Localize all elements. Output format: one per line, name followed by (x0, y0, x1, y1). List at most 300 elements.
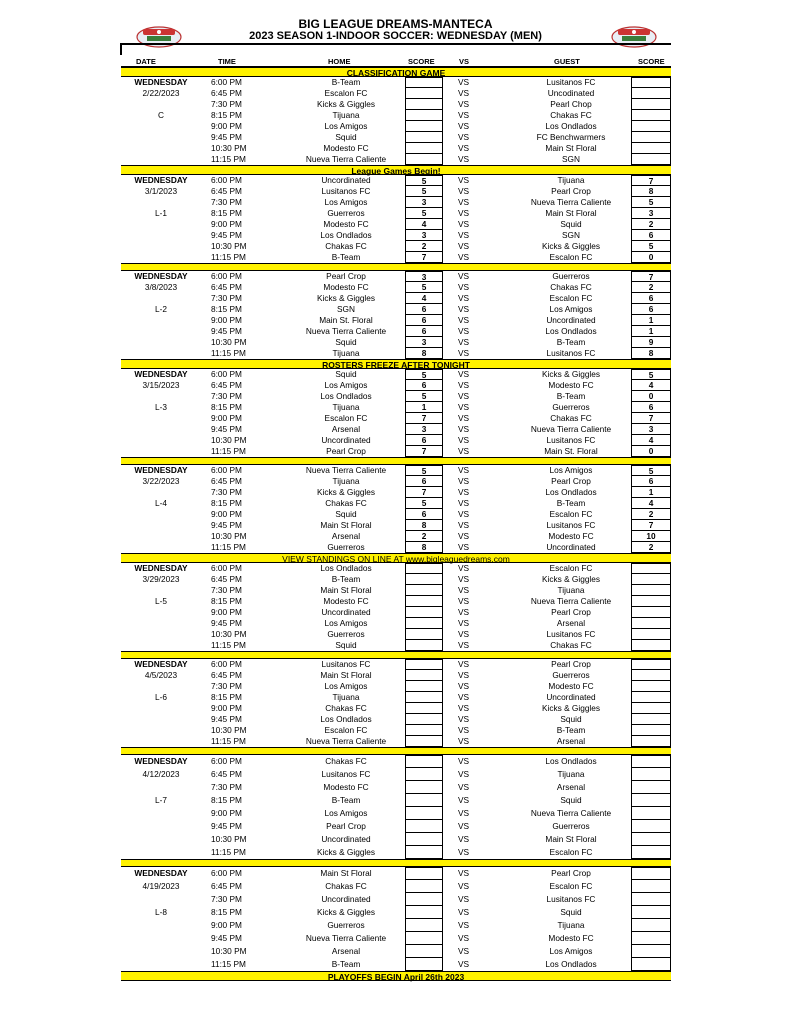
guest-team: Uncordinated (546, 542, 596, 552)
game-date: L-6 (155, 692, 167, 702)
col-guest: GUEST (554, 57, 580, 66)
home-team: Guerreros (327, 920, 365, 930)
vs-label: VS (458, 197, 470, 207)
game-row (121, 607, 671, 618)
guest-score (631, 585, 671, 596)
game-date: 2/22/2023 (142, 88, 180, 98)
vs-label: VS (458, 907, 470, 917)
game-time: 6:45 PM (211, 476, 242, 486)
home-team: Main St Floral (320, 585, 372, 595)
guest-score (631, 618, 671, 629)
game-time: 9:00 PM (211, 413, 242, 423)
guest-team: Pearl Chop (550, 99, 592, 109)
vs-label: VS (458, 154, 470, 164)
guest-team: Modesto FC (548, 681, 594, 691)
game-time: 11:15 PM (211, 959, 246, 969)
game-date: L-1 (155, 208, 167, 218)
guest-score: 2 (631, 219, 671, 230)
vs-label: VS (458, 402, 470, 412)
home-score: 3 (405, 230, 443, 241)
game-date: 3/22/2023 (142, 476, 180, 486)
game-time: 7:30 PM (211, 391, 242, 401)
home-team: Chakas FC (325, 756, 367, 766)
home-score: 5 (405, 369, 443, 380)
game-date: L-8 (155, 907, 167, 917)
game-row (121, 230, 671, 241)
vs-label: VS (458, 736, 470, 746)
home-score: 7 (405, 487, 443, 498)
guest-score (631, 143, 671, 154)
guest-team: Uncordinated (546, 692, 596, 702)
game-time: 6:00 PM (211, 369, 242, 379)
game-date: WEDNESDAY (134, 369, 188, 379)
guest-score: 7 (631, 413, 671, 424)
game-row (121, 121, 671, 132)
col-guest-score: SCORE (638, 57, 665, 66)
home-score (405, 88, 443, 99)
game-date: 3/29/2023 (142, 574, 180, 584)
home-team: Kicks & Giggles (316, 487, 376, 497)
guest-score (631, 99, 671, 110)
game-time: 7:30 PM (211, 487, 242, 497)
game-time: 9:00 PM (211, 509, 242, 519)
game-time: 7:30 PM (211, 293, 242, 303)
game-row (121, 465, 671, 476)
home-score: 8 (405, 542, 443, 553)
guest-score (631, 958, 671, 971)
home-team: B-Team (331, 959, 361, 969)
game-time: 6:45 PM (211, 670, 242, 680)
guest-score (631, 670, 671, 681)
home-score (405, 77, 443, 88)
home-team: Squid (335, 369, 357, 379)
home-score: 6 (405, 476, 443, 487)
guest-team: Main St. Floral (544, 446, 598, 456)
guest-score (631, 945, 671, 958)
vs-label: VS (458, 348, 470, 358)
guest-score: 4 (631, 498, 671, 509)
guest-score (631, 88, 671, 99)
home-score: 6 (405, 315, 443, 326)
vs-label: VS (458, 618, 470, 628)
game-time: 9:45 PM (211, 230, 242, 240)
home-team: Pearl Crop (326, 446, 366, 456)
guest-score (631, 574, 671, 585)
guest-team: Guerreros (552, 271, 590, 281)
vs-label: VS (458, 110, 470, 120)
guest-score (631, 893, 671, 906)
home-team: Kicks & Giggles (316, 99, 376, 109)
guest-score (631, 919, 671, 932)
home-score: 7 (405, 446, 443, 457)
guest-team: Arsenal (556, 736, 586, 746)
game-row (121, 413, 671, 424)
game-time: 10:30 PM (211, 725, 247, 735)
game-row (121, 282, 671, 293)
home-score (405, 846, 443, 859)
game-row (121, 867, 671, 880)
guest-team: Pearl Crop (551, 659, 591, 669)
game-time: 6:45 PM (211, 574, 242, 584)
guest-score: 6 (631, 293, 671, 304)
guest-score: 5 (631, 241, 671, 252)
home-score: 3 (405, 197, 443, 208)
guest-team: Arsenal (556, 782, 586, 792)
game-row (121, 369, 671, 380)
game-time: 11:15 PM (211, 542, 246, 552)
guest-team: Uncordinated (546, 315, 596, 325)
home-team: Squid (335, 509, 357, 519)
home-team: Nueva Tierra Caliente (305, 465, 387, 475)
home-team: B-Team (331, 574, 361, 584)
home-team: Tijuana (332, 110, 360, 120)
guest-score (631, 846, 671, 859)
game-row (121, 714, 671, 725)
home-team: Chakas FC (325, 881, 367, 891)
guest-team: Modesto FC (548, 531, 594, 541)
game-time: 9:00 PM (211, 808, 242, 818)
vs-label: VS (458, 413, 470, 423)
home-score (405, 820, 443, 833)
game-row (121, 380, 671, 391)
game-row (121, 315, 671, 326)
home-team: Los Amigos (324, 197, 368, 207)
home-team: Modesto FC (323, 596, 369, 606)
guest-team: Pearl Crop (551, 186, 591, 196)
game-row (121, 424, 671, 435)
guest-score: 9 (631, 337, 671, 348)
guest-team: Lusitanos FC (546, 629, 596, 639)
game-time: 11:15 PM (211, 252, 246, 262)
home-team: Lusitanos FC (321, 769, 371, 779)
home-team: Nueva Tierra Caliente (305, 933, 387, 943)
home-score (405, 958, 443, 971)
guest-team: B-Team (556, 498, 586, 508)
game-time: 7:30 PM (211, 681, 242, 691)
guest-team: Escalon FC (549, 563, 593, 573)
vs-label: VS (458, 424, 470, 434)
home-team: Uncordinated (321, 894, 371, 904)
guest-score (631, 794, 671, 807)
home-team: Escalon FC (324, 88, 368, 98)
game-row (121, 348, 671, 359)
home-score (405, 867, 443, 880)
game-time: 9:45 PM (211, 714, 242, 724)
guest-team: Nueva Tierra Caliente (530, 424, 612, 434)
vs-label: VS (458, 585, 470, 595)
game-row (121, 768, 671, 781)
guest-score: 0 (631, 391, 671, 402)
vs-label: VS (458, 293, 470, 303)
guest-score: 5 (631, 465, 671, 476)
game-row (121, 88, 671, 99)
home-score (405, 945, 443, 958)
vs-label: VS (458, 121, 470, 131)
guest-score (631, 692, 671, 703)
game-time: 8:15 PM (211, 110, 242, 120)
game-date: 4/5/2023 (144, 670, 178, 680)
game-time: 6:00 PM (211, 659, 242, 669)
game-row (121, 520, 671, 531)
vs-label: VS (458, 670, 470, 680)
page-subtitle: 2023 SEASON 1-INDOOR SOCCER: WEDNESDAY (MEN) (249, 30, 542, 42)
guest-score: 1 (631, 315, 671, 326)
game-time: 10:30 PM (211, 337, 247, 347)
guest-team: Los Ondlados (545, 121, 597, 131)
guest-score: 6 (631, 476, 671, 487)
guest-team: B-Team (556, 391, 586, 401)
vs-label: VS (458, 808, 470, 818)
guest-team: Pearl Crop (551, 476, 591, 486)
game-date: WEDNESDAY (134, 868, 188, 878)
vs-label: VS (458, 380, 470, 390)
vs-label: VS (458, 574, 470, 584)
game-time: 7:30 PM (211, 585, 242, 595)
guest-score (631, 807, 671, 820)
vs-label: VS (458, 219, 470, 229)
game-row (121, 509, 671, 520)
game-row (121, 186, 671, 197)
game-time: 9:45 PM (211, 933, 242, 943)
game-row (121, 563, 671, 574)
home-score (405, 110, 443, 121)
guest-score: 3 (631, 424, 671, 435)
guest-score: 6 (631, 304, 671, 315)
guest-team: Tijuana (557, 175, 585, 185)
home-score: 6 (405, 326, 443, 337)
guest-team: Escalon FC (549, 509, 593, 519)
guest-team: Kicks & Giggles (541, 241, 601, 251)
game-time: 6:00 PM (211, 271, 242, 281)
vs-label: VS (458, 252, 470, 262)
guest-team: FC Benchwarmers (536, 132, 606, 142)
game-time: 10:30 PM (211, 834, 247, 844)
game-time: 10:30 PM (211, 241, 247, 251)
vs-label: VS (458, 271, 470, 281)
column-headers (121, 57, 671, 67)
home-score: 5 (405, 175, 443, 186)
game-row (121, 175, 671, 186)
home-score: 6 (405, 435, 443, 446)
home-team: B-Team (331, 795, 361, 805)
vs-label: VS (458, 391, 470, 401)
guest-team: Lusitanos FC (546, 435, 596, 445)
home-score (405, 121, 443, 132)
guest-team: Los Amigos (549, 465, 593, 475)
vs-label: VS (458, 692, 470, 702)
game-date: L-3 (155, 402, 167, 412)
guest-score: 1 (631, 326, 671, 337)
week-banner (121, 747, 671, 755)
home-score (405, 906, 443, 919)
game-row (121, 846, 671, 859)
guest-score (631, 725, 671, 736)
home-score (405, 659, 443, 670)
guest-score (631, 781, 671, 794)
guest-team: Kicks & Giggles (541, 574, 601, 584)
guest-team: Guerreros (552, 821, 590, 831)
game-row (121, 241, 671, 252)
game-row (121, 197, 671, 208)
vs-label: VS (458, 487, 470, 497)
vs-label: VS (458, 659, 470, 669)
home-team: Los Amigos (324, 681, 368, 691)
vs-label: VS (458, 795, 470, 805)
game-time: 6:45 PM (211, 88, 242, 98)
home-score (405, 781, 443, 794)
game-time: 10:30 PM (211, 629, 247, 639)
guest-team: Lusitanos FC (546, 894, 596, 904)
vs-label: VS (458, 326, 470, 336)
vs-label: VS (458, 208, 470, 218)
game-time: 10:30 PM (211, 531, 247, 541)
guest-score (631, 121, 671, 132)
game-date: WEDNESDAY (134, 77, 188, 87)
home-team: B-Team (331, 252, 361, 262)
vs-label: VS (458, 881, 470, 891)
guest-score: 0 (631, 446, 671, 457)
home-team: Guerreros (327, 542, 365, 552)
game-row (121, 154, 671, 165)
guest-team: Modesto FC (548, 380, 594, 390)
game-time: 11:15 PM (211, 736, 246, 746)
home-score: 5 (405, 498, 443, 509)
home-score: 2 (405, 531, 443, 542)
vs-label: VS (458, 946, 470, 956)
vs-label: VS (458, 99, 470, 109)
home-score: 4 (405, 293, 443, 304)
guest-score (631, 906, 671, 919)
home-team: Nueva Tierra Caliente (305, 736, 387, 746)
home-score (405, 596, 443, 607)
vs-label: VS (458, 703, 470, 713)
game-row (121, 659, 671, 670)
game-row (121, 208, 671, 219)
week-banner: VIEW STANDINGS ON LINE AT www.bigleaguedreams.com (121, 553, 671, 563)
home-score (405, 563, 443, 574)
game-row (121, 670, 671, 681)
guest-team: Escalon FC (549, 881, 593, 891)
col-home: HOME (328, 57, 351, 66)
home-score: 1 (405, 402, 443, 413)
vs-label: VS (458, 304, 470, 314)
vs-label: VS (458, 498, 470, 508)
home-score: 6 (405, 380, 443, 391)
game-row (121, 271, 671, 282)
vs-label: VS (458, 868, 470, 878)
home-score (405, 640, 443, 651)
col-date: DATE (136, 57, 156, 66)
guest-score (631, 607, 671, 618)
guest-team: Lusitanos FC (546, 348, 596, 358)
guest-score: 5 (631, 369, 671, 380)
home-score (405, 692, 443, 703)
guest-score (631, 768, 671, 781)
guest-score: 5 (631, 197, 671, 208)
game-time: 9:00 PM (211, 315, 242, 325)
vs-label: VS (458, 596, 470, 606)
home-team: Modesto FC (323, 282, 369, 292)
guest-team: Nueva Tierra Caliente (530, 808, 612, 818)
guest-team: Main St Floral (545, 834, 597, 844)
game-row (121, 794, 671, 807)
home-score (405, 794, 443, 807)
vs-label: VS (458, 782, 470, 792)
game-time: 6:00 PM (211, 563, 242, 573)
guest-team: Chakas FC (550, 110, 592, 120)
home-team: Arsenal (331, 946, 361, 956)
vs-label: VS (458, 132, 470, 142)
home-score (405, 725, 443, 736)
game-row (121, 820, 671, 833)
home-score: 3 (405, 271, 443, 282)
game-row (121, 945, 671, 958)
home-team: Los Amigos (324, 380, 368, 390)
game-date: L-7 (155, 795, 167, 805)
vs-label: VS (458, 629, 470, 639)
week-blocks (121, 67, 671, 971)
guest-team: Uncodinated (547, 88, 595, 98)
vs-label: VS (458, 509, 470, 519)
guest-team: Arsenal (556, 618, 586, 628)
home-team: Uncordinated (321, 607, 371, 617)
home-team: Nueva Tierra Caliente (305, 326, 387, 336)
game-row (121, 807, 671, 820)
vs-label: VS (458, 681, 470, 691)
home-team: Chakas FC (325, 498, 367, 508)
game-row (121, 531, 671, 542)
game-row (121, 337, 671, 348)
game-row (121, 435, 671, 446)
home-team: Los Amigos (324, 618, 368, 628)
guest-team: SGN (562, 230, 580, 240)
league-logo-left (133, 20, 185, 50)
guest-team: Kicks & Giggles (541, 369, 601, 379)
guest-score: 1 (631, 487, 671, 498)
game-time: 6:45 PM (211, 769, 242, 779)
game-time: 11:15 PM (211, 154, 246, 164)
game-row (121, 446, 671, 457)
home-score: 3 (405, 424, 443, 435)
vs-label: VS (458, 175, 470, 185)
guest-score (631, 132, 671, 143)
game-row (121, 77, 671, 88)
home-team: Uncordinated (321, 175, 371, 185)
game-time: 8:15 PM (211, 208, 242, 218)
playoffs-banner: PLAYOFFS BEGIN April 26th 2023 (121, 971, 671, 981)
guest-team: Pearl Crop (551, 868, 591, 878)
home-team: Escalon FC (324, 725, 368, 735)
home-team: Los Ondlados (320, 391, 372, 401)
game-time: 6:00 PM (211, 756, 242, 766)
home-score (405, 681, 443, 692)
game-row (121, 487, 671, 498)
game-row (121, 585, 671, 596)
home-score (405, 574, 443, 585)
guest-score (631, 880, 671, 893)
game-time: 7:30 PM (211, 197, 242, 207)
vs-label: VS (458, 834, 470, 844)
game-row (121, 618, 671, 629)
vs-label: VS (458, 756, 470, 766)
vs-label: VS (458, 847, 470, 857)
guest-score (631, 681, 671, 692)
vs-label: VS (458, 725, 470, 735)
game-time: 6:00 PM (211, 175, 242, 185)
guest-score: 4 (631, 380, 671, 391)
guest-score: 2 (631, 509, 671, 520)
col-vs: VS (459, 57, 470, 66)
